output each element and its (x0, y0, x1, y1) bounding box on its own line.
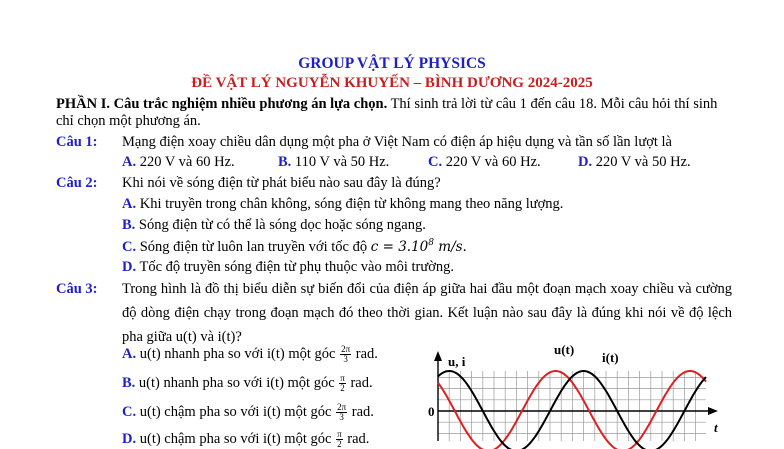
speed-formula: c = 3.10 (370, 238, 429, 255)
x-axis-arrow (708, 407, 718, 415)
i-label: i(t) (602, 350, 619, 365)
fraction: $\frac{\pi}{2}$ (337, 429, 342, 449)
q2-option-a[interactable]: A. Khi truyền trong chân không, sóng điện từ không mang theo năng lượng. (122, 196, 564, 212)
fraction: $\frac{2\pi}{3}$ (337, 402, 347, 422)
q2-label: Câu 2: (56, 175, 98, 191)
q2-option-b[interactable]: B. Sóng điện từ có thể là sóng dọc hoặc sóng ngang. (122, 217, 426, 233)
speed-exponent: 8 (428, 238, 434, 248)
u-label: u(t) (554, 342, 575, 357)
x-axis-label: t (714, 420, 718, 435)
q1-option-b[interactable]: B. 110 V và 50 Hz. (278, 154, 390, 170)
q2-option-d[interactable]: D. Tốc độ truyền sóng điện từ phụ thuộc vào môi trường. (122, 259, 455, 275)
q1-text: Mạng điện xoay chiều dân dụng một pha ở Việt Nam có điện áp hiệu dụng và tần số lần lượt là (122, 134, 672, 150)
origin-label: 0 (428, 404, 435, 419)
y-axis-label: u, i (448, 354, 466, 369)
q1-option-c[interactable]: C. 220 V và 60 Hz. (428, 154, 541, 170)
q1-label: Câu 1: (56, 134, 98, 150)
q3-text: Trong hình là đồ thị biểu diễn sự biến đổi của điện áp giữa hai đầu một đoạn mạch xoay chiều và cường độ dòng điện chạy trong đoạn mạch đó theo thời gian. Kết luận nào sau đây là đúng khi nói về độ lệch pha giữa u(t) và i(t)? (122, 281, 732, 345)
fraction: $\frac{2\pi}{3}$ (341, 344, 351, 364)
ui-graph (424, 337, 724, 441)
group-title: GROUP VẬT LÝ PHYSICS (298, 55, 486, 72)
q2-text: Khi nói về sóng điện từ phát biểu nào sau đây là đúng? (122, 175, 441, 191)
speed-unit: m/s. (433, 238, 467, 255)
q2-option-c[interactable]: C. Sóng điện từ luôn lan truyền với tốc độ $c = 3.10^8$ m/s. (122, 238, 467, 255)
q3-option-b[interactable]: B. u(t) nhanh pha so với i(t) một góc $\frac{\pi}{2}$ rad. (122, 373, 373, 393)
q3-option-c[interactable]: C. u(t) chậm pha so với i(t) một góc $\frac{2\pi}{3}$ rad. (122, 402, 374, 422)
q1-option-d[interactable]: D. 220 V và 50 Hz. (578, 154, 691, 170)
q3-option-a[interactable]: A. u(t) nhanh pha so với i(t) một góc $\frac{2\pi}{3}$ rad. (122, 344, 378, 364)
y-axis-arrow (434, 351, 442, 361)
q3-label: Câu 3: (56, 281, 98, 297)
fraction: $\frac{\pi}{2}$ (340, 373, 345, 393)
q3-option-d[interactable]: D. u(t) chậm pha so với i(t) một góc $\frac{\pi}{2}$ rad. (122, 429, 370, 449)
q1-option-a[interactable]: A. 220 V và 60 Hz. (122, 154, 235, 170)
exam-title: ĐỀ VẬT LÝ NGUYỄN KHUYẾN – BÌNH DƯƠNG 2024-2025 (191, 75, 593, 91)
u-curve (438, 371, 706, 449)
section-intro (56, 96, 736, 130)
section-instruction: Thí sinh trả lời từ câu 1 đến câu 18. Mỗi câu hỏi thí sinh chỉ chọn một phương án. (56, 96, 718, 129)
section-heading: PHẦN I. Câu trắc nghiệm nhiều phương án lựa chọn. (56, 96, 388, 112)
